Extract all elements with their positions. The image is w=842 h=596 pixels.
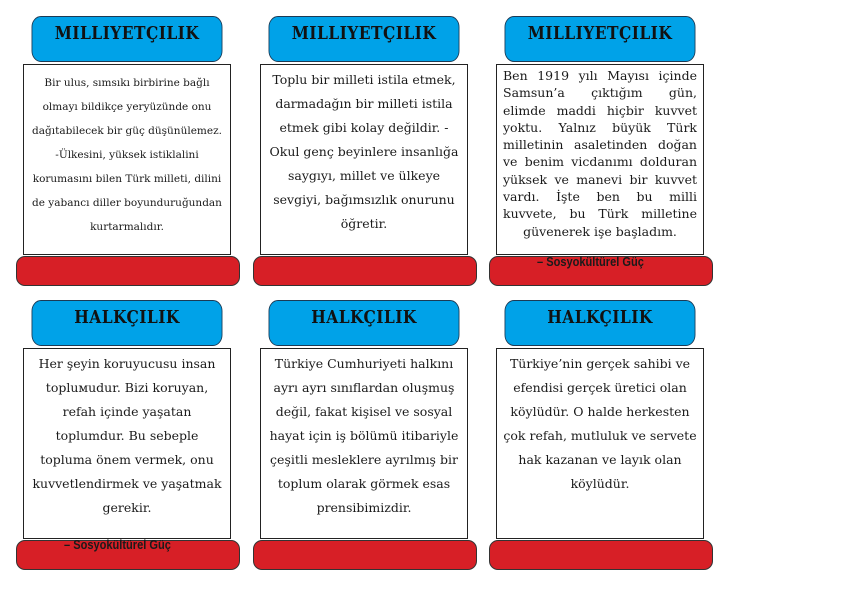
card-title: HALKÇILIK [269, 300, 460, 346]
card-body [260, 64, 468, 255]
card-source: – Sosyokültürel Güç [537, 254, 644, 269]
card-body [260, 348, 468, 539]
card-text: Toplu bir milleti istila etmek, darmadağın bir milleti istila etmek gibi kolay değildir. -Okul genç beyinlere insanlığa saygıyı, millet ve ülkeye sevgiyi, bağımsızlık onurunu öğretir. [269, 72, 459, 231]
card-footer [16, 256, 240, 286]
card-title: MILLIYETÇILIK [32, 16, 223, 62]
card-text: Bir ulus, sımsıkı birbirine bağlı olmayı bildikçe yeryüzünde onu dağıtabilecek bir güç düşünülemez. -Ülkesini, yüksek istiklalini korumasını bilen Türk milleti, dilini de yabancı diller boyunduruğundan kurtarmalıdır. [32, 77, 222, 233]
card-source: – Sosyokültürel Güç [64, 537, 171, 552]
card-text: Türkiye Cumhuriyeti halkını ayrı ayrı sınıflardan oluşmuş değil, fakat kişisel ve sosyal hayat için iş bölümü itibariyle çeşitli mesleklere ayrılmış bir toplum olarak görmek esas prensibimizdir. [269, 356, 459, 515]
card-title: MILLIYETÇILIK [269, 16, 460, 62]
card-body [23, 64, 231, 255]
card-body [496, 348, 704, 539]
card-footer [489, 540, 713, 570]
card-footer [253, 256, 477, 286]
card-title: HALKÇILIK [505, 300, 696, 346]
card-footer [253, 540, 477, 570]
card-title: HALKÇILIK [32, 300, 223, 346]
card-title: MILLIYETÇILIK [505, 16, 696, 62]
card-text: Ben 1919 yılı Mayısı içinde Samsun’a çıktığım gün, elimde maddi hiçbir kuvvet yoktu. Yalnız büyük Türk milletinin asaletinden doğan ve benim vicdanımı dolduran yüksek ve manevi bir kuvvet vardı. İşte ben bu milli kuvvete, bu Türk milletine güvenerek işe başladım. [503, 68, 697, 239]
card-body [23, 348, 231, 539]
card-text: Her şeyin koruyucusu insan topluмudur. Bizi koruyan, refah içinde yaşatan toplumdur. Bu sebeple topluma önem vermek, onu kuvvetlendirmek ve yaşatmak gerekir. [32, 356, 222, 515]
card-text: Türkiye’nin gerçek sahibi ve efendisi gerçek üretici olan köylüdür. O halde herkesten çok refah, mutluluk ve servete hak kazanan ve layık olan köylüdür. [503, 356, 697, 491]
card-body [496, 64, 704, 255]
